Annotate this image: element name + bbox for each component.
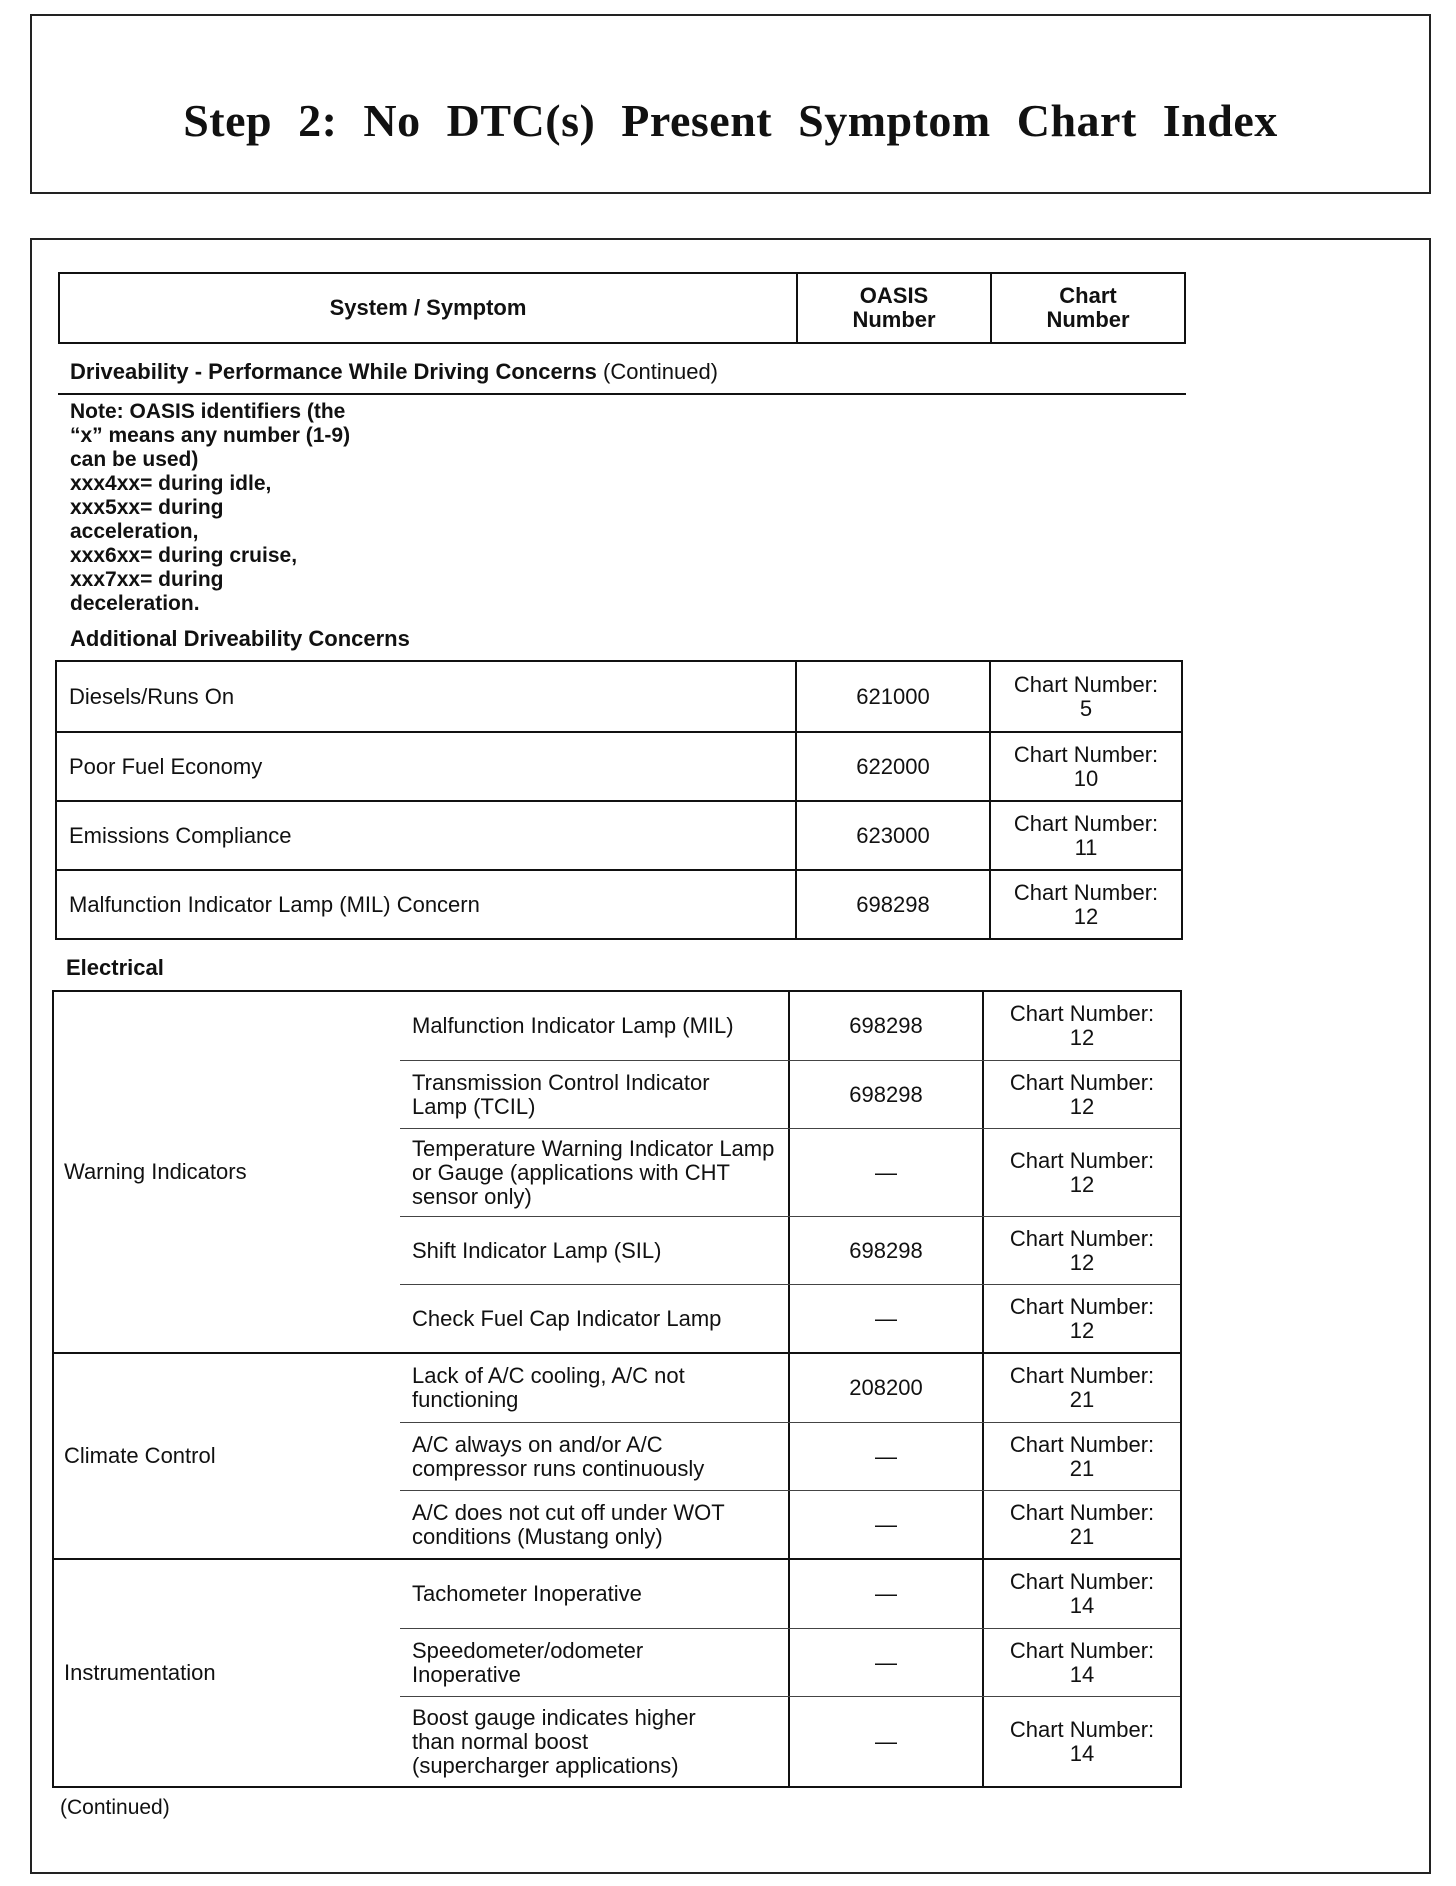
- chart-number: 12: [1069, 1093, 1095, 1119]
- chart-label: Chart Number:: [1009, 1569, 1155, 1594]
- section-electrical-title: Electrical: [66, 955, 164, 980]
- table-row: [400, 1628, 1180, 1696]
- section-additional-title: Additional Driveability Concerns: [70, 626, 410, 651]
- oasis-cell: —: [788, 1129, 982, 1216]
- chart-cell: [989, 802, 1181, 869]
- table-row: [400, 1422, 1180, 1490]
- chart-label: Chart Number:: [1009, 1001, 1155, 1026]
- chart-label: Chart Number:: [1009, 1363, 1155, 1388]
- chart-cell: [982, 1217, 1180, 1284]
- chart-number: 5: [1079, 695, 1093, 721]
- header-chart: [992, 274, 1184, 342]
- chart-cell: [982, 1354, 1180, 1422]
- oasis-cell: 622000: [795, 733, 989, 800]
- group-warning-indicators: [54, 992, 1180, 1352]
- oasis-cell: 698298: [788, 992, 982, 1060]
- additional-table: [55, 660, 1183, 940]
- chart-number: 14: [1069, 1740, 1095, 1766]
- chart-cell: [982, 1061, 1180, 1128]
- chart-label: Chart Number:: [1009, 1225, 1155, 1251]
- table-row: [400, 1216, 1180, 1284]
- chart-number: 12: [1069, 1171, 1095, 1197]
- chart-number: 12: [1073, 903, 1099, 929]
- table-row: [400, 1696, 1180, 1786]
- table-row: [57, 800, 1181, 869]
- footer-continued: (Continued): [60, 1796, 170, 1819]
- oasis-cell: —: [788, 1697, 982, 1786]
- symptom-cell: Shift Indicator Lamp (SIL): [412, 1237, 662, 1263]
- oasis-cell: —: [788, 1423, 982, 1490]
- chart-label: Chart Number:: [1013, 879, 1159, 905]
- note-line: xxx4xx= during idle,: [70, 472, 272, 495]
- table-row: [57, 662, 1181, 731]
- chart-number: 21: [1069, 1455, 1095, 1481]
- oasis-cell: 698298: [795, 871, 989, 938]
- symptom-cell: Malfunction Indicator Lamp (MIL) Concern: [69, 891, 480, 917]
- table-row: [400, 1490, 1180, 1558]
- section-driveability-title: Driveability - Performance While Driving Concerns: [70, 359, 597, 384]
- chart-cell: [982, 1285, 1180, 1352]
- chart-number: 14: [1069, 1593, 1095, 1618]
- note-line: acceleration,: [70, 520, 199, 543]
- chart-number: 21: [1069, 1387, 1095, 1412]
- group-rows: [400, 1560, 1180, 1786]
- section-driveability-suffix: (Continued): [603, 359, 718, 384]
- header-oasis-label: OASIS Number: [852, 283, 936, 332]
- group-rows: [400, 992, 1180, 1352]
- table-row: [400, 1060, 1180, 1128]
- group-climate-control: [54, 1352, 1180, 1558]
- chart-cell: [982, 992, 1180, 1060]
- table-row: [400, 1560, 1180, 1628]
- symptom-cell: A/C always on and/or A/C compressor runs continuously: [412, 1431, 705, 1481]
- chart-label: Chart Number:: [1013, 671, 1159, 697]
- chart-number: 11: [1074, 834, 1098, 860]
- chart-number: 12: [1069, 1025, 1095, 1050]
- note-line: deceleration.: [70, 592, 200, 615]
- symptom-cell: Emissions Compliance: [69, 822, 292, 848]
- note-line: “x” means any number (1-9): [70, 424, 351, 447]
- oasis-cell: 698298: [788, 1061, 982, 1128]
- chart-label: Chart Number:: [1009, 1293, 1155, 1319]
- chart-label: Chart Number:: [1009, 1431, 1155, 1457]
- chart-number: 10: [1073, 765, 1099, 791]
- group-instrumentation: [54, 1558, 1180, 1786]
- chart-label: Chart Number:: [1009, 1716, 1155, 1742]
- table-row: [400, 992, 1180, 1060]
- note-line: can be used): [70, 448, 199, 471]
- chart-label: Chart Number:: [1013, 741, 1159, 767]
- symptom-cell: Speedometer/odometer Inoperative: [412, 1637, 644, 1687]
- note-line: xxx7xx= during: [70, 568, 224, 591]
- note-line: xxx6xx= during cruise,: [70, 544, 298, 567]
- electrical-table: [52, 990, 1182, 1788]
- symptom-cell: Tachometer Inoperative: [412, 1581, 642, 1606]
- table-row: [400, 1128, 1180, 1216]
- header-oasis: [798, 274, 992, 342]
- chart-cell: [989, 662, 1181, 731]
- chart-label: Chart Number:: [1009, 1499, 1155, 1525]
- chart-label: Chart Number:: [1013, 810, 1159, 836]
- chart-cell: [989, 733, 1181, 800]
- chart-number: 12: [1069, 1249, 1095, 1275]
- oasis-cell: 621000: [795, 662, 989, 731]
- symptom-cell: Temperature Warning Indicator Lamp or Gauge (applications with CHT sensor only): [412, 1135, 775, 1209]
- oasis-cell: 208200: [788, 1354, 982, 1422]
- symptom-cell: Diesels/Runs On: [69, 683, 235, 709]
- oasis-cell: —: [788, 1629, 982, 1696]
- chart-cell: [982, 1629, 1180, 1696]
- chart-cell: [982, 1697, 1180, 1786]
- symptom-cell: Transmission Control Indicator Lamp (TCIL): [412, 1069, 710, 1119]
- table-header: [58, 272, 1186, 344]
- oasis-note: [70, 400, 350, 616]
- header-system: System / Symptom: [60, 274, 798, 342]
- symptom-cell: Check Fuel Cap Indicator Lamp: [412, 1305, 722, 1331]
- chart-label: Chart Number:: [1009, 1069, 1155, 1095]
- chart-number: 12: [1069, 1317, 1095, 1343]
- chart-cell: [982, 1560, 1180, 1628]
- symptom-cell: A/C does not cut off under WOT conditions (Mustang only): [412, 1499, 725, 1549]
- chart-label: Chart Number:: [1009, 1637, 1155, 1663]
- note-line: Note: OASIS identifiers (the: [70, 400, 346, 423]
- section-driveability: [70, 359, 718, 385]
- table-row: [400, 1284, 1180, 1352]
- group-name: Instrumentation: [64, 1660, 216, 1685]
- title-box: [30, 14, 1431, 194]
- symptom-cell: Poor Fuel Economy: [69, 753, 263, 779]
- table-row: [57, 869, 1181, 938]
- chart-cell: [982, 1491, 1180, 1558]
- symptom-cell: Malfunction Indicator Lamp (MIL): [412, 1013, 734, 1038]
- page-title: Step 2: No DTC(s) Present Symptom Chart Index: [183, 95, 1278, 146]
- oasis-cell: —: [788, 1285, 982, 1352]
- chart-label: Chart Number:: [1009, 1147, 1155, 1173]
- section-rule: [58, 393, 1186, 395]
- symptom-cell: Boost gauge indicates higher than normal boost (supercharger applications): [412, 1704, 696, 1778]
- note-line: xxx5xx= during: [70, 496, 224, 519]
- oasis-cell: 698298: [788, 1217, 982, 1284]
- oasis-cell: —: [788, 1491, 982, 1558]
- table-row: [400, 1354, 1180, 1422]
- oasis-cell: 623000: [795, 802, 989, 869]
- chart-cell: [989, 871, 1181, 938]
- group-name: Warning Indicators: [64, 1159, 247, 1184]
- header-chart-label: Chart Number: [1046, 283, 1130, 332]
- chart-cell: [982, 1423, 1180, 1490]
- symptom-cell: Lack of A/C cooling, A/C not functioning: [412, 1363, 685, 1412]
- group-rows: [400, 1354, 1180, 1558]
- chart-number: 14: [1069, 1661, 1095, 1687]
- oasis-cell: —: [788, 1560, 982, 1628]
- table-row: [57, 731, 1181, 800]
- chart-cell: [982, 1129, 1180, 1216]
- group-name: Climate Control: [64, 1443, 216, 1468]
- chart-number: 21: [1069, 1523, 1095, 1549]
